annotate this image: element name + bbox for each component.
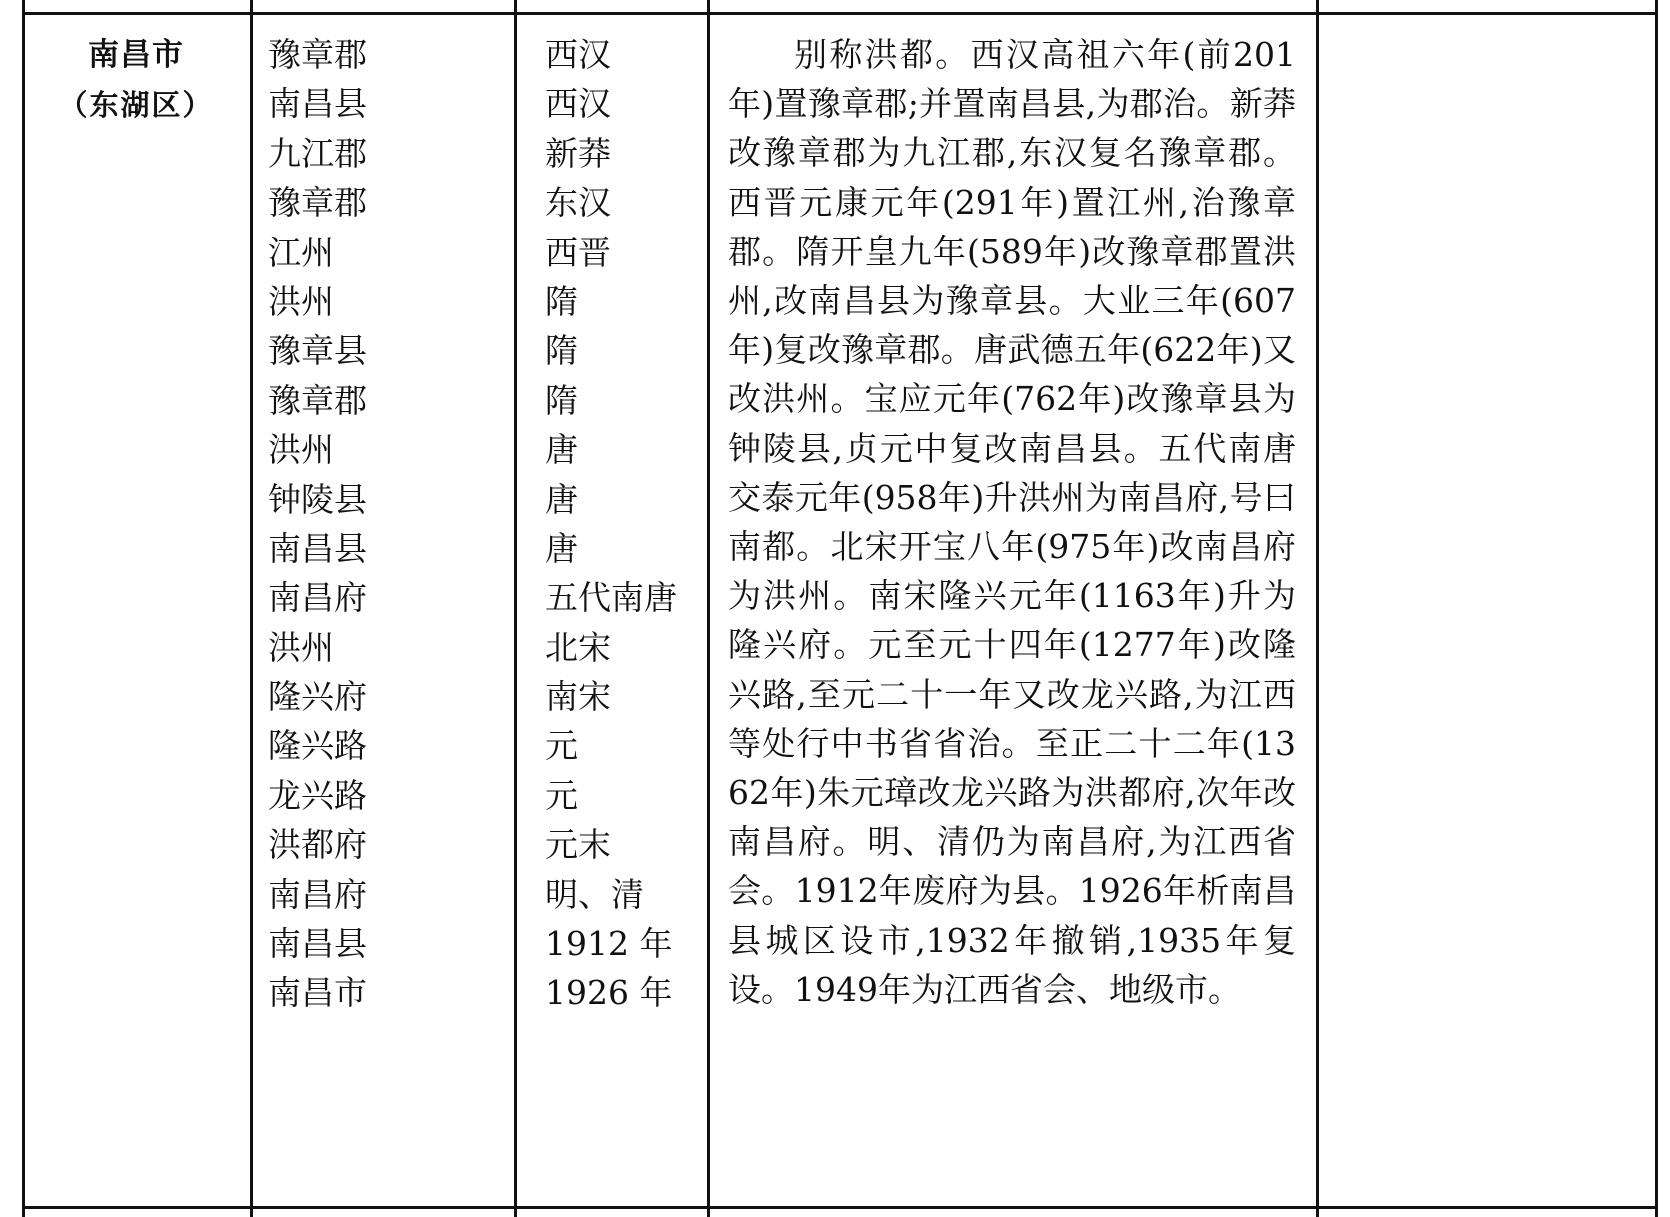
- era: 西晋: [545, 232, 611, 272]
- era: 隋: [545, 281, 578, 321]
- column-divider-4: [1316, 0, 1319, 1217]
- era: 元末: [545, 825, 611, 865]
- historical-name: 江州: [268, 232, 334, 272]
- historical-name: 豫章郡: [268, 380, 367, 420]
- table-top-border: [22, 12, 1657, 15]
- era: 元: [545, 726, 578, 766]
- era: 隋: [545, 380, 578, 420]
- historical-names-list: [268, 30, 508, 1018]
- historical-name: 南昌县: [268, 924, 367, 964]
- historical-name: 南昌县: [268, 84, 367, 124]
- historical-name: 南昌县: [268, 528, 367, 568]
- historical-name: 洪都府: [268, 825, 367, 865]
- historical-name: 豫章郡: [268, 183, 367, 223]
- table-left-border: [22, 0, 25, 1217]
- era: 南宋: [545, 677, 611, 717]
- table-right-border: [1655, 0, 1658, 1217]
- table-bottom-border: [22, 1206, 1657, 1209]
- era: 西汉: [545, 35, 611, 74]
- historical-name: 钟陵县: [268, 479, 367, 519]
- place-name: 南昌市: [88, 37, 184, 73]
- historical-name: 南昌市: [268, 973, 367, 1013]
- era: 隋: [545, 331, 578, 371]
- historical-name: 洪州: [268, 281, 334, 321]
- era: 1926 年: [545, 973, 673, 1013]
- historical-name: 隆兴路: [268, 726, 367, 766]
- description-cell: 别称洪都。西汉高祖六年(前201年)置豫章郡;并置南昌县,为郡治。新莽改豫章郡为九江郡,东汉复名豫章郡。西晋元康元年(291年)置江州,治豫章郡。隋开皇九年(589年)改豫章郡置洪州,改南昌县为豫章县。大业三年(607年)复改豫章郡。唐武德五年(622年)又改洪州。宝应元年(762年)改豫章县为钟陵县,贞元中复改南昌县。五代南唐交泰元年(958年)升洪州为南昌府,号曰南都。北宋开宝八年(975年)改南昌府为洪州。南宋隆兴元年(1163年)升为隆兴府。元至元十四年(1277年)改隆兴路,至元二十一年又改龙兴路,为江西等处行中书省省治。至正二十二年(1362年)朱元璋改龙兴路为洪都府,次年改南昌府。明、清仍为南昌府,为江西省会。1912年废府为县。1926年析南昌县城区设市,1932年撤销,1935年复设。1949年为江西省会、地级市。: [728, 35, 1296, 1009]
- historical-name: 南昌府: [268, 874, 367, 914]
- column-divider-2: [514, 0, 517, 1217]
- historical-name: 九江郡: [268, 133, 367, 173]
- historical-name: 隆兴府: [268, 677, 367, 717]
- column-divider-1: [250, 0, 253, 1217]
- historical-name: 南昌府: [268, 578, 367, 618]
- historical-name: 洪州: [268, 430, 334, 470]
- era: 元: [545, 775, 578, 815]
- era: 西汉: [545, 84, 611, 124]
- eras-list: [545, 30, 697, 1018]
- historical-names-cell: [268, 30, 508, 1018]
- era: 唐: [545, 430, 578, 470]
- eras-cell: [545, 30, 697, 1018]
- era: 唐: [545, 479, 578, 519]
- place-cell: [26, 30, 246, 130]
- remarks-cell: [1320, 30, 1650, 1180]
- place-district: （东湖区）: [58, 88, 214, 122]
- era: 东汉: [545, 183, 611, 223]
- era: 唐: [545, 528, 578, 568]
- historical-name: 洪州: [268, 627, 334, 667]
- historical-name: 豫章郡: [268, 35, 367, 74]
- era: 明、清: [545, 874, 644, 914]
- historical-name: 龙兴路: [268, 775, 367, 815]
- era: 新莽: [545, 133, 611, 173]
- historical-name: 豫章县: [268, 331, 367, 371]
- era: 1912 年: [545, 924, 673, 964]
- era: 北宋: [545, 627, 611, 667]
- era: 五代南唐: [545, 578, 677, 618]
- column-divider-3: [707, 0, 710, 1217]
